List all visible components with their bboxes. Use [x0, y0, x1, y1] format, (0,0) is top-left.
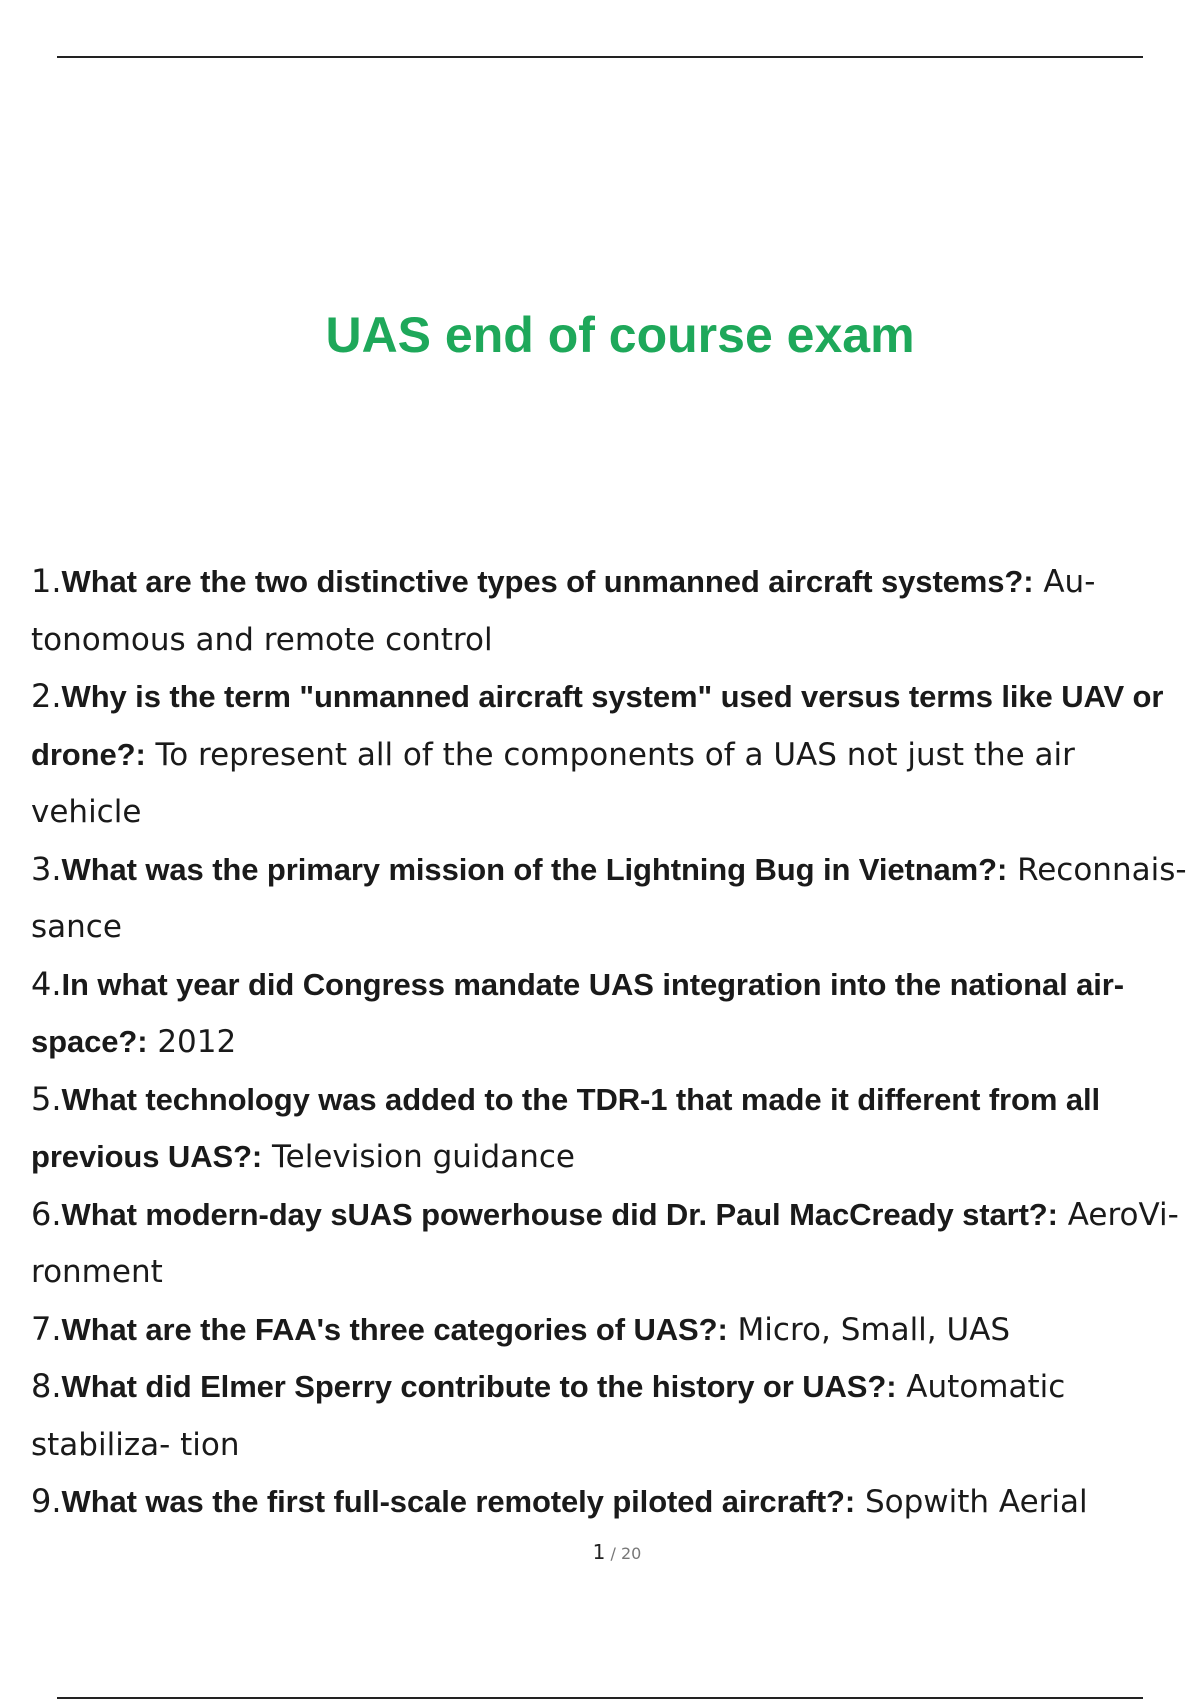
- question-text: What was the first full-scale remotely piloted aircraft?:: [61, 1484, 856, 1519]
- answer-text: Automatic stabiliza- tion: [31, 1369, 1066, 1463]
- question-item: [31, 1301, 1191, 1359]
- question-item: [31, 1358, 1191, 1473]
- question-number: 7.: [31, 1309, 62, 1348]
- question-number: 2.: [31, 677, 62, 715]
- question-number: 3.: [31, 849, 62, 888]
- question-list: [31, 553, 1191, 1531]
- question-text: What was the primary mission of the Lightning Bug in Vietnam?:: [61, 851, 1008, 887]
- question-item: [31, 1186, 1191, 1301]
- question-number: 6.: [31, 1194, 62, 1233]
- question-number: 1.: [31, 562, 62, 600]
- question-text: Why is the term "unmanned aircraft system" used versus terms like UAV or drone?:: [31, 679, 1164, 772]
- page-number: [0, 1540, 1200, 1564]
- answer-text: Television guidance: [262, 1139, 575, 1175]
- question-text: What technology was added to the TDR-1 that made it different from all previous UAS?:: [31, 1081, 1100, 1174]
- answer-text: Au- tonomous and remote control: [31, 564, 1096, 658]
- question-text: What are the FAA's three categories of UAS?:: [61, 1311, 728, 1347]
- document-title: UAS end of course exam: [325, 307, 915, 363]
- question-text: In what year did Congress mandate UAS integration into the national air- space?:: [31, 966, 1124, 1059]
- question-text: What modern-day sUAS powerhouse did Dr. Paul MacCready start?:: [61, 1196, 1058, 1232]
- question-number: 8.: [31, 1367, 62, 1405]
- answer-text: Micro, Small, UAS: [727, 1311, 1011, 1348]
- question-item: [31, 1071, 1191, 1186]
- question-text: What did Elmer Sperry contribute to the history or UAS?:: [61, 1369, 897, 1404]
- question-item: [31, 668, 1191, 841]
- question-number: 4.: [31, 964, 62, 1003]
- question-item: [31, 553, 1191, 668]
- answer-text: Sopwith Aerial: [855, 1484, 1088, 1520]
- answer-text: AeroVi- ronment: [31, 1196, 1179, 1290]
- answer-text: To represent all of the components of a UAS not just the air vehicle: [31, 736, 1075, 830]
- question-number: 5.: [31, 1079, 62, 1118]
- page-current: 1: [592, 1540, 606, 1564]
- page-total: / 20: [605, 1544, 642, 1563]
- question-number: 9.: [31, 1482, 62, 1520]
- bottom-rule: [57, 1697, 1143, 1699]
- top-rule: [57, 56, 1143, 58]
- question-item: [31, 956, 1191, 1071]
- answer-text: Reconnais- sance: [31, 851, 1187, 945]
- question-text: What are the two distinctive types of unmanned aircraft systems?:: [61, 564, 1034, 599]
- question-item: [31, 841, 1191, 956]
- question-item: [31, 1473, 1191, 1531]
- answer-text: 2012: [147, 1024, 237, 1060]
